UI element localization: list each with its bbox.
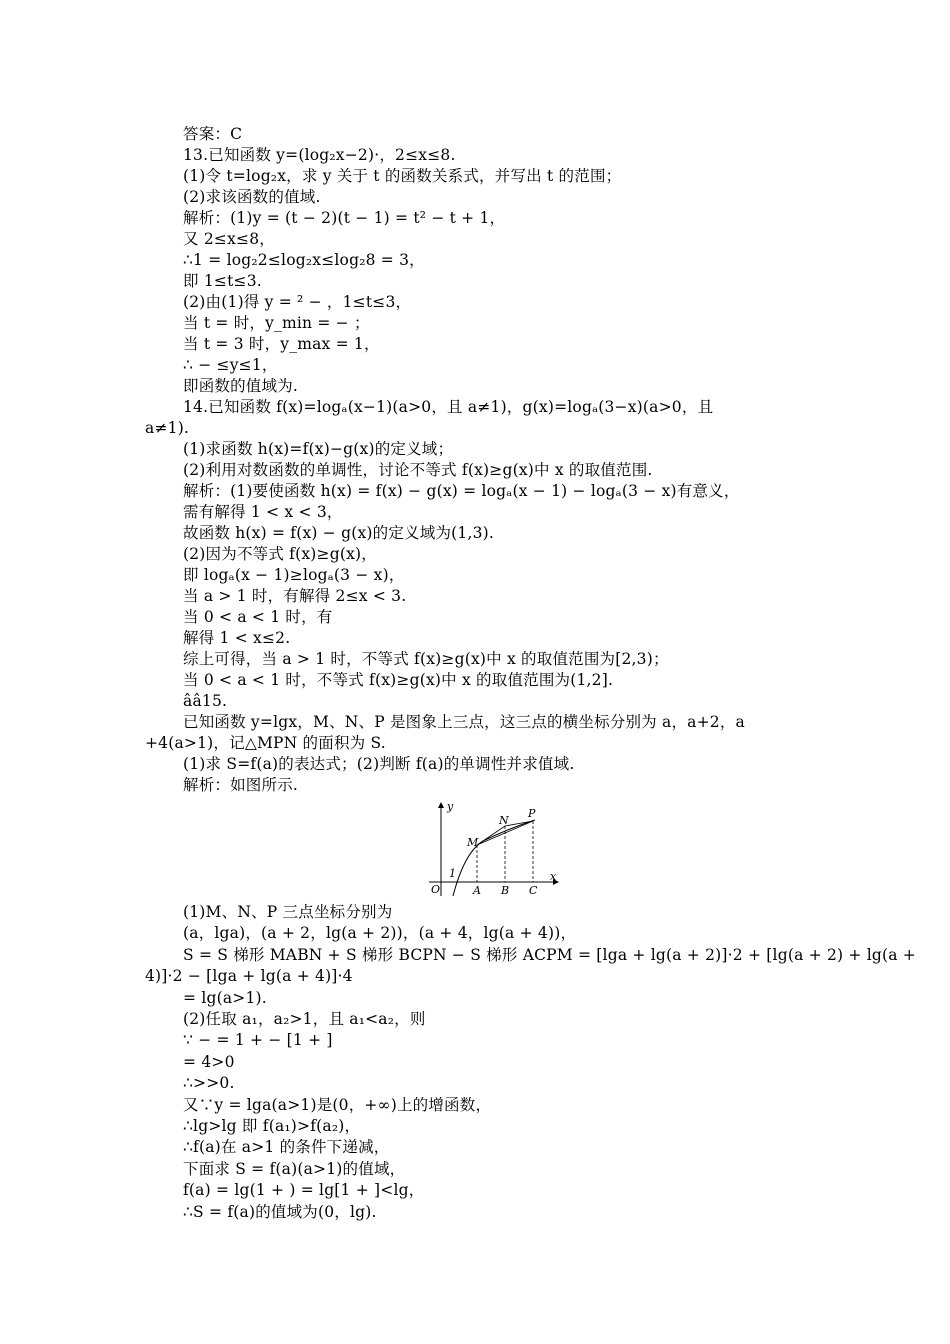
text-line: (1)求 S=f(a)的表达式；(2)判断 f(a)的单调性并求值域. bbox=[183, 755, 575, 773]
label-p: P bbox=[528, 807, 536, 820]
text-line: ∴>>0. bbox=[183, 1074, 235, 1093]
text-line: ââ15. bbox=[183, 692, 228, 710]
log-function-graph bbox=[425, 800, 565, 900]
text-line: ∵ − = 1 + − [1 + ] bbox=[183, 1031, 333, 1050]
log-curve bbox=[453, 820, 535, 896]
text-line: 解析：如图所示. bbox=[183, 776, 299, 794]
text-line: f(a) = lg(1 + ) = lg[1 + ]<lg， bbox=[183, 1181, 425, 1200]
label-a: A bbox=[473, 884, 481, 897]
text-line: 已知函数 y=lgx，M、N、P 是图象上三点，这三点的横坐标分别为 a，a+2，a bbox=[183, 713, 745, 731]
text-line: 当 t = 3 时，y_max = 1， bbox=[183, 335, 380, 353]
text-line: ∴S = f(a)的值域为(0，lg). bbox=[183, 1202, 377, 1221]
text-line: (2)任取 a₁，a₂>1，且 a₁<a₂，则 bbox=[183, 1010, 426, 1028]
text-line: a≠1). bbox=[145, 419, 190, 437]
label-x: x bbox=[550, 870, 557, 883]
text-line: 需有解得 1 < x < 3， bbox=[183, 503, 343, 521]
text-line: 当 t = 时，y_min = − ； bbox=[183, 314, 370, 332]
label-m: M bbox=[467, 836, 479, 849]
text-line: 14.已知函数 f(x)=logₐ(x−1)(a>0，且 a≠1)，g(x)=logₐ(3−x)(a>0，且 bbox=[183, 398, 714, 416]
text-line: (2)利用对数函数的单调性，讨论不等式 f(x)≥g(x)中 x 的取值范围. bbox=[183, 461, 653, 479]
text-line: = 4>0 bbox=[183, 1052, 235, 1071]
text-line: 4)]·2 − [lga + lg(a + 4)]·4 bbox=[145, 967, 353, 986]
text-line: (1)令 t=log₂x，求 y 关于 t 的函数关系式，并写出 t 的范围； bbox=[183, 167, 622, 185]
text-line: (1)M、N、P 三点坐标分别为 bbox=[183, 903, 393, 921]
text-line: 解析：(1)y = (t − 2)(t − 1) = t² − t + 1， bbox=[183, 209, 506, 227]
label-c: C bbox=[529, 884, 538, 897]
label-one: 1 bbox=[449, 867, 456, 880]
text-line: ∴f(a)在 a>1 的条件下递减， bbox=[183, 1138, 390, 1157]
text-line: 答案：C bbox=[183, 125, 243, 143]
text-line: 综上可得，当 a > 1 时，不等式 f(x)≥g(x)中 x 的取值范围为[2,3)； bbox=[183, 650, 669, 668]
text-line: ∴ − ≤y≤1， bbox=[183, 356, 278, 374]
text-line: (1)求函数 h(x)=f(x)−g(x)的定义域； bbox=[183, 440, 454, 458]
text-line: 解得 1 < x≤2. bbox=[183, 629, 291, 647]
text-line: 解析：(1)要使函数 h(x) = f(x) − g(x) = logₐ(x − 1) − logₐ(3 − x)有意义， bbox=[183, 482, 740, 500]
text-line: 当 0 < a < 1 时，不等式 f(x)≥g(x)中 x 的取值范围为(1,2]. bbox=[183, 671, 614, 689]
text-line: (2)因为不等式 f(x)≥g(x)， bbox=[183, 545, 378, 563]
text-line: (a，lga)，(a + 2，lg(a + 2))，(a + 4，lg(a + 4))， bbox=[183, 924, 577, 943]
text-line: 当 a > 1 时，有解得 2≤x < 3. bbox=[183, 587, 407, 605]
text-line: 即 logₐ(x − 1)≥logₐ(3 − x)， bbox=[183, 566, 405, 584]
text-line: 又 2≤x≤8， bbox=[183, 230, 275, 248]
y-axis-arrow bbox=[438, 802, 444, 808]
text-line: (2)由(1)得 y = ² − ，1≤t≤3， bbox=[183, 293, 412, 311]
text-line: 下面求 S = f(a)(a>1)的值域， bbox=[183, 1159, 406, 1178]
text-line: 即 1≤t≤3. bbox=[183, 272, 262, 290]
text-line: 又∵y = lga(a>1)是(0，+∞)上的增函数， bbox=[183, 1095, 492, 1114]
text-line: 当 0 < a < 1 时，有 bbox=[183, 608, 333, 626]
label-n: N bbox=[499, 814, 509, 827]
text-line: +4(a>1)，记△MPN 的面积为 S. bbox=[145, 734, 386, 752]
text-line: (2)求该函数的值域. bbox=[183, 188, 321, 206]
text-line: ∴lg>lg 即 f(a₁)>f(a₂)， bbox=[183, 1117, 361, 1135]
text-line: 13.已知函数 y=(log₂x−2)·，2≤x≤8. bbox=[183, 146, 456, 164]
text-line: = lg(a>1). bbox=[183, 988, 267, 1007]
text-line: S = S 梯形 MABN + S 梯形 BCPN − S 梯形 ACPM = [lga + lg(a + 2)]·2 + [lg(a + 2) + lg(a + bbox=[183, 945, 916, 964]
text-line: ∴1 = log₂2≤log₂x≤log₂8 = 3， bbox=[183, 251, 425, 269]
label-b: B bbox=[501, 884, 510, 897]
text-line: 即函数的值域为. bbox=[183, 377, 299, 395]
label-y: y bbox=[447, 800, 454, 813]
text-line: 故函数 h(x) = f(x) − g(x)的定义域为(1,3). bbox=[183, 524, 495, 542]
label-o: O bbox=[431, 883, 441, 896]
